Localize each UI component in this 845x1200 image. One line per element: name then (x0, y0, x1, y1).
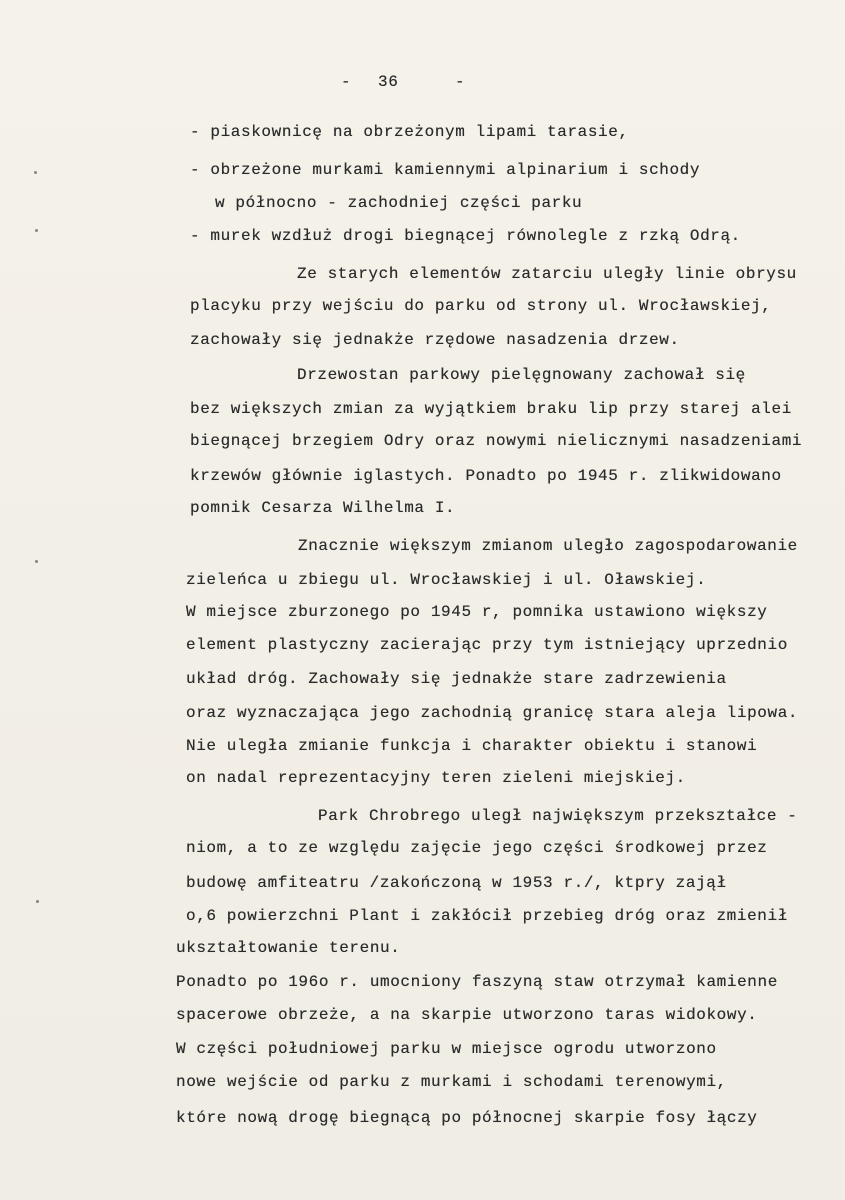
text-line: W miejsce zburzonego po 1945 r, pomnika ustawiono większy (186, 603, 768, 621)
text-line: Nie uległa zmianie funkcja i charakter obiektu i stanowi (186, 737, 758, 755)
text-line: biegnącej brzegiem Odry oraz nowymi nielicznymi nasadzeniami (190, 432, 803, 450)
page-number-dash-left: - (341, 73, 352, 91)
page-number-dash-right: - (455, 73, 466, 91)
text-line: zieleńca u zbiegu ul. Wrocławskiej i ul. Oławskiej. (186, 571, 707, 589)
paragraph-first-line: Park Chrobrego uległ największym przekształce - (318, 807, 798, 825)
text-line: budowę amfiteatru /zakończoną w 1953 r./, ktpry zajął (186, 874, 727, 892)
scan-speck (35, 560, 38, 563)
text-line: krzewów głównie iglastych. Ponadto po 1945 r. zlikwidowano (190, 467, 782, 485)
scan-speck (35, 229, 38, 232)
list-item-continuation: w północno - zachodniej części parku (215, 194, 583, 212)
text-line: on nadal reprezentacyjny teren zieleni miejskiej. (186, 769, 686, 787)
text-line: placyku przy wejściu do parku od strony ul. Wrocławskiej, (190, 297, 772, 315)
text-line: Ponadto po 196o r. umocniony faszyną staw otrzymał kamienne (176, 973, 778, 991)
text-line: o,6 powierzchni Plant i zakłócił przebieg dróg oraz zmienił (186, 907, 788, 925)
text-line: spacerowe obrzeże, a na skarpie utworzono taras widokowy. (176, 1006, 758, 1024)
list-item: - murek wzdłuż drogi biegnącej równolegle z rzką Odrą. (190, 227, 741, 245)
text-line: W części południowej parku w miejsce ogrodu utworzono (176, 1040, 717, 1058)
list-item: - obrzeżone murkami kamiennymi alpinarium i schody (190, 161, 701, 179)
scan-speck (34, 171, 37, 174)
paragraph-first-line: Ze starych elementów zatarciu uległy linie obrysu (297, 265, 797, 283)
text-line: ukształtowanie terenu. (176, 939, 401, 957)
text-line: oraz wyznaczająca jego zachodnią granicę stara aleja lipowa. (186, 704, 799, 722)
list-item: - piaskownicę na obrzeżonym lipami tarasie, (190, 123, 629, 141)
text-line: niom, a to ze względu zajęcie jego części środkowej przez (186, 839, 768, 857)
text-line: bez większych zmian za wyjątkiem braku lip przy starej alei (190, 400, 792, 418)
paragraph-first-line: Drzewostan parkowy pielęgnowany zachował się (297, 366, 746, 384)
scan-speck (36, 900, 39, 903)
text-line: element plastyczny zacierając przy tym istniejący uprzednio (186, 636, 788, 654)
text-line: układ dróg. Zachowały się jednakże stare zadrzewienia (186, 670, 727, 688)
text-line: nowe wejście od parku z murkami i schodami terenowymi, (176, 1073, 727, 1091)
text-line: zachowały się jednakże rzędowe nasadzenia drzew. (190, 331, 680, 349)
text-line: które nową drogę biegnącą po północnej skarpie fosy łączy (176, 1109, 758, 1127)
page-number: 36 (378, 73, 399, 91)
paragraph-first-line: Znacznie większym zmianom uległo zagospodarowanie (298, 537, 798, 555)
text-line: pomnik Cesarza Wilhelma I. (190, 499, 456, 517)
